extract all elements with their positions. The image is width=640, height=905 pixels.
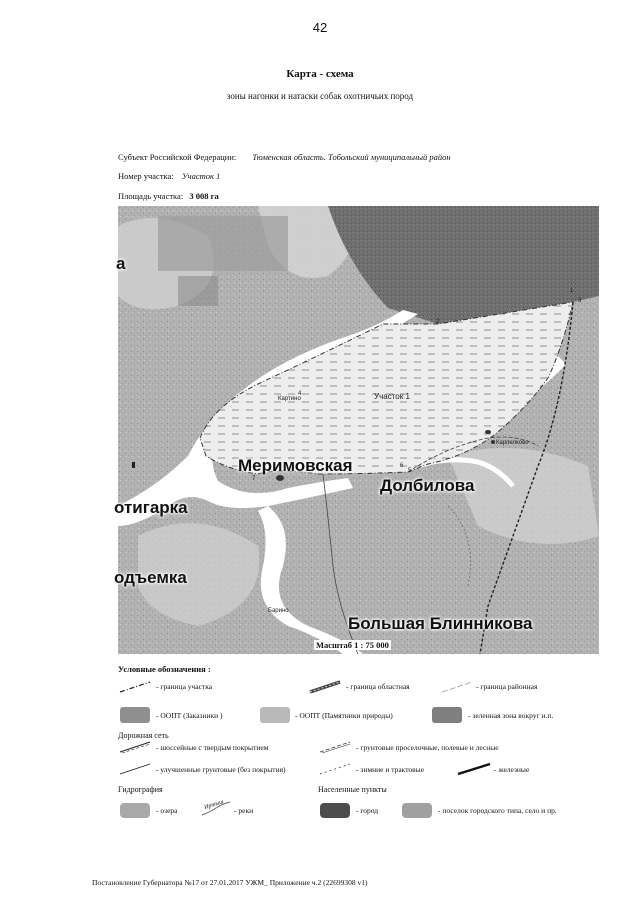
river-sample-label: Иртыш <box>203 799 225 811</box>
plot-number-row <box>118 171 220 181</box>
document-title: Карта - схема <box>286 68 354 80</box>
district-border-icon <box>440 680 474 694</box>
oopt-monument-swatch <box>260 707 290 723</box>
legend-rivers: - реки <box>234 806 254 815</box>
plot-number-label: Номер участка: <box>118 171 174 181</box>
area-value: 3 008 га <box>189 191 219 201</box>
winter-road-icon <box>318 762 352 776</box>
legend-village: - поселок городского типа, село и пр. <box>438 806 557 815</box>
dirt-road-icon <box>318 740 352 754</box>
place-label-edge: а <box>116 254 126 273</box>
map-scheme <box>114 206 599 654</box>
page-number: 42 <box>312 20 328 35</box>
improved-road-icon <box>118 762 152 776</box>
city-swatch <box>320 803 350 818</box>
point-number: 5 <box>408 468 412 474</box>
oopt-reserve-swatch <box>120 707 150 723</box>
legend-oopt-monument: - ООПТ (Памятники природы) <box>295 711 393 720</box>
lake-swatch <box>120 803 150 818</box>
point-number: 6 <box>400 463 404 469</box>
area-label: Площадь участка: <box>118 191 184 201</box>
subject-row <box>118 152 451 162</box>
place-label-podemka: одъемка <box>114 568 187 587</box>
place-label-otigarka: отигарка <box>114 498 188 517</box>
plot-label: Участок 1 <box>374 392 410 401</box>
legend-oblast-border: - граница областная <box>346 682 410 691</box>
subject-value: Тюменская область. Тобольский муниципальный район <box>252 152 451 162</box>
point-number: 1 <box>570 288 574 294</box>
plot-number-value: Участок 1 <box>181 171 221 181</box>
village-label: Барино <box>268 608 289 614</box>
document-subtitle: зоны нагонки и натаски собак охотничьих пород <box>226 91 414 101</box>
highway-icon <box>118 740 152 754</box>
river-swatch <box>200 798 232 818</box>
subject-label: Субъект Российской Федерации: <box>118 152 237 162</box>
legend-dirt-road: - грунтовые проселочные, полевые и лесные <box>356 743 499 752</box>
legend-winter-road: - зимние и трактовые <box>356 765 425 774</box>
legend-district-border: - граница районная <box>476 682 538 691</box>
point-number: 2 <box>436 319 440 325</box>
village-label: Картино <box>278 396 301 402</box>
village-label: Карпелково <box>496 440 529 446</box>
green-zone-swatch <box>432 707 462 723</box>
map-scale: Масштаб 1 : 75 000 <box>316 640 389 650</box>
legend-green-zone: - зеленная зона вокруг н.п. <box>468 711 554 720</box>
legend-title: Условные обозначения : <box>118 664 211 674</box>
legend-city: - город <box>356 806 379 815</box>
footer-note: Постановление Губернатора №17 от 27.01.2017 УЖМ_ Приложение ч.2 (22699308 v1) <box>92 878 368 887</box>
oblast-border-icon <box>308 680 342 694</box>
settlements-title: Населенные пункты <box>318 785 387 794</box>
legend-improved-road: - улучшенные грунтовые (без покрытия) <box>156 765 286 774</box>
roads-title: Дорожная сеть <box>118 731 169 740</box>
place-label-merimovskaya: Меримовская <box>238 456 353 475</box>
point-number: 7 <box>252 476 256 482</box>
legend-lakes: - озера <box>156 806 178 815</box>
place-label-bolshaya-blinnikova: Большая Блинникова <box>348 614 533 633</box>
plot-border-icon <box>118 680 152 694</box>
legend-oopt-reserve: - ООПТ (Заказники ) <box>156 711 223 720</box>
legend-railway: - железные <box>494 765 530 774</box>
point-number: 4 <box>298 391 302 397</box>
place-label-dolbilova: Долбилова <box>380 476 475 495</box>
village-swatch <box>402 803 432 818</box>
legend-plot-border: - граница участка <box>156 682 213 691</box>
point-number: 3 <box>578 298 582 304</box>
map-graphic <box>118 206 599 654</box>
area-row <box>118 191 219 201</box>
legend-highway: - шоссейные с твердым покрытием <box>156 743 269 752</box>
railway-icon <box>456 762 492 776</box>
hydro-title: Гидрография <box>118 785 163 794</box>
